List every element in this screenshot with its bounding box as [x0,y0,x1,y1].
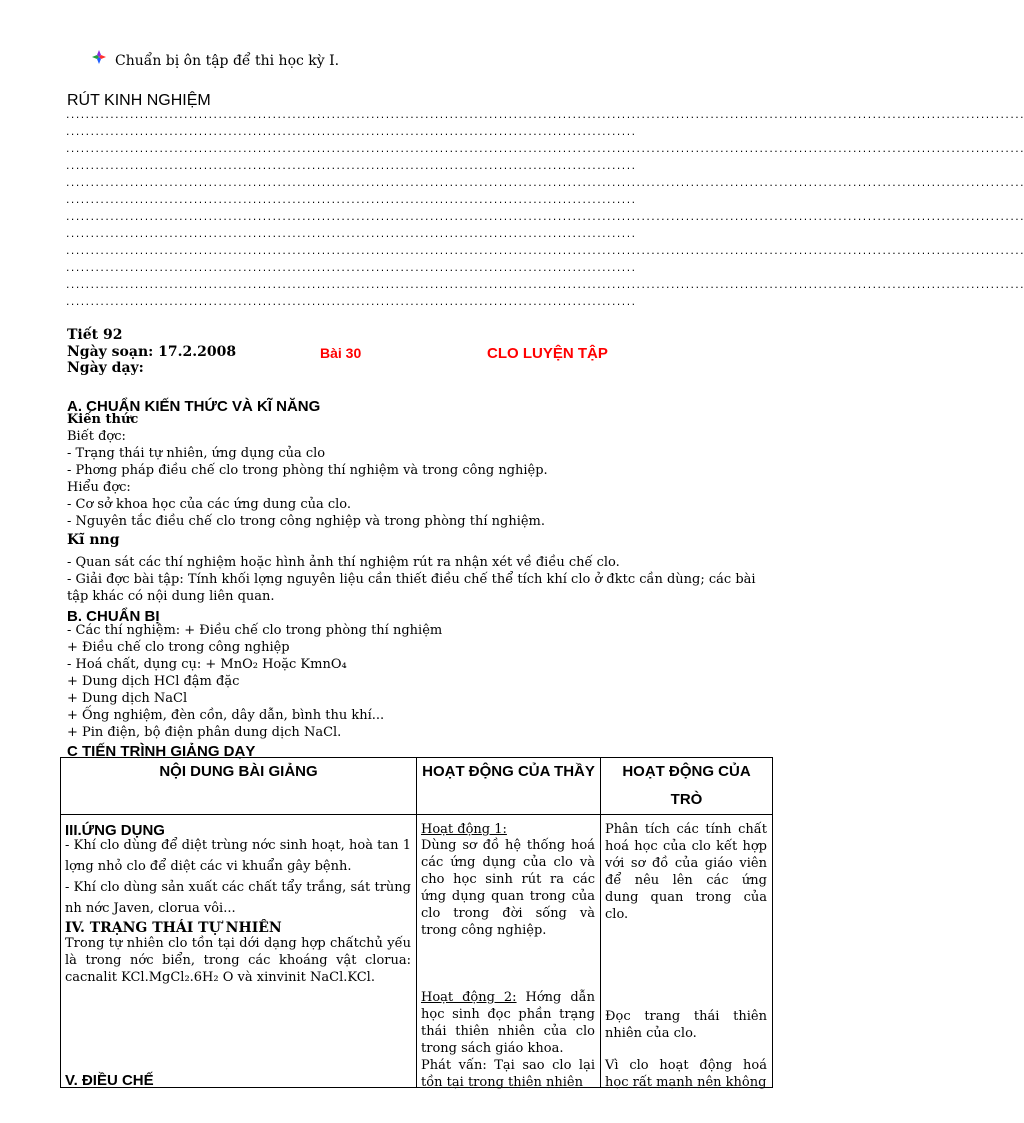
top-bullet-text: Chuẩn bị ôn tập để thi học kỳ I. [115,53,340,69]
dotted-line-long: ................................................................................................................................................................................................... [65,247,1024,257]
hieu-duoc-label: Hiểu đợc: [67,480,131,495]
chuan-bi-line: - Hoá chất, dụng cụ: + MnO₂ Hoặc KmnO₄ [67,657,347,672]
cell-noi-dung [65,815,412,1087]
ki-nang-line: tập khác có nội dung liên quan. [67,589,275,604]
chuan-bi-line: + Ống nghiệm, đèn cồn, dây dẫn, bình thu khí... [67,708,385,723]
header-hoat-dong-tro: HOẠT ĐỘNG CỦA TRÒ [601,758,773,815]
biet-line: - Phơng pháp điều chế clo trong phòng thí nghiệm và trong công nghiệp. [67,463,548,478]
dotted-line-long: ................................................................................................................................................................................................... [65,179,1024,189]
bullet-diamond-icon [92,50,106,64]
table-row [61,815,773,1088]
phat-van-text: Phát vấn: Tại sao clo lại tồn tại trong thiên nhiên [421,1058,595,1090]
chuan-bi-line: + Pin điện, bộ điện phân dung dịch NaCl. [67,725,342,740]
table-header-row [61,758,773,815]
section-c-heading: C TIẾN TRÌNH GIẢNG DẠY [67,743,256,760]
hieu-line: - Cơ sở khoa học của các ứng dung của clo. [67,497,352,512]
trang-thai-p: Trong tự nhiên clo tồn tại dới dạng hợp chấtchủ yếu là trong nớc biển, trong các khoáng vật clorua: cacnalit KCl.MgCl₂.6H₂ O và xinvinit NaCl.KCl. [65,936,411,985]
dotted-line-short: .................................................................................................................... [65,162,636,172]
tiet-label: Tiết 92 [67,327,123,343]
chuan-bi-line: + Điều chế clo trong công nghiệp [67,640,290,655]
hoat-dong-1-text: Dùng sơ đồ hệ thống hoá các ứng dụng của clo và cho học sinh rút ra các ứng dụng quan trong của clo trong đời sống và trong công nghiệp. [421,838,595,938]
dotted-line-long: ................................................................................................................................................................................................... [65,281,1024,291]
hoat-dong-2-text [421,989,595,1057]
dotted-line-long: ................................................................................................................................................................................................... [65,145,1024,155]
header-hoat-dong-thay: HOẠT ĐỘNG CỦA THẦY [417,758,601,815]
ki-nang-line: - Quan sát các thí nghiệm hoặc hình ảnh thí nghiệm rút ra nhận xét về điều chế clo. [67,555,620,570]
lesson-number: Bài 30 [320,345,362,361]
hoat-dong-2-body: Hớng dẫn học sinh đọc phần trạng thái thiên nhiên của clo trong sách giáo khoa. [421,990,595,1056]
hoat-dong-2-label: Hoạt động 2: [421,990,517,1005]
kien-thuc-heading: Kiến thức [67,412,139,427]
dotted-line-short: .................................................................................................................... [65,196,636,206]
lesson-table [60,757,773,1088]
trang-thai-heading: IV. TRẠNG THÁI TỰ NHIÊN [65,920,282,936]
section-b-heading: B. CHUẨN BỊ [67,608,160,625]
chuan-bi-line: + Dung dịch NaCl [67,691,188,706]
dotted-line-long: ................................................................................................................................................................................................... [65,111,1024,121]
dotted-line-long: ................................................................................................................................................................................................... [65,213,1024,223]
cell-hoat-dong-tro [605,815,768,1090]
ki-nang-heading: Kĩ nng [67,532,120,548]
tro-p3: Vì clo hoạt động hoá học rất mạnh nên không [605,1058,767,1090]
biet-duoc-label: Biết đợc: [67,429,126,444]
dotted-line-short: .................................................................................................................... [65,230,636,240]
ki-nang-line: - Giải đợc bài tập: Tính khối lợng nguyên liệu cần thiết điều chế thể tích khí clo ở đktc cần dùng; các bài [67,572,756,587]
ung-dung-heading: III.ỨNG DỤNG [65,822,165,839]
hoat-dong-1-label: Hoạt động 1: [421,822,507,837]
ung-dung-p2: - Khí clo dùng sản xuất các chất tẩy trắng, sát trùng nh nớc Javen, clorua vôi... [65,880,411,916]
chuan-bi-line: - Các thí nghiệm: + Điều chế clo trong phòng thí nghiệm [67,623,443,638]
rut-kinh-nghiem-title: RÚT KINH NGHIỆM [67,92,211,109]
biet-line: - Trạng thái tự nhiên, ứng dụng của clo [67,446,326,461]
chuan-bi-line: + Dung dịch HCl đậm đặc [67,674,240,689]
header-noi-dung: NỘI DUNG BÀI GIẢNG [61,758,417,815]
tro-p1: Phân tích các tính chất hoá học của clo kết hợp với sơ đồ của giáo viên để nêu lên các ứng dung quan trong của clo. [605,822,767,922]
ngay-soan-label: Ngày soạn: 17.2.2008 [67,344,237,360]
ung-dung-p1: - Khí clo dùng để diệt trùng nớc sinh hoạt, hoà tan 1 lợng nhỏ clo để diệt các vi khuẩn gây bệnh. [65,838,411,874]
hieu-line: - Nguyên tắc điều chế clo trong công nghiệp và trong phòng thí nghiệm. [67,514,546,529]
dotted-line-short: .................................................................................................................... [65,298,636,308]
dotted-line-short: .................................................................................................................... [65,264,636,274]
lesson-title: CLO LUYỆN TẬP [487,345,608,362]
tro-p2: Đọc trang thái thiên nhiên của clo. [605,1009,767,1041]
dotted-line-short: .................................................................................................................... [65,128,636,138]
ngay-day-label: Ngày dạy: [67,360,144,376]
dieu-che-heading: V. ĐIỀU CHẾ [65,1072,154,1089]
section-a-heading: A. CHUẨN KIẾN THỨC VÀ KĨ NĂNG [67,398,321,415]
cell-hoat-dong-thay [421,815,596,1090]
